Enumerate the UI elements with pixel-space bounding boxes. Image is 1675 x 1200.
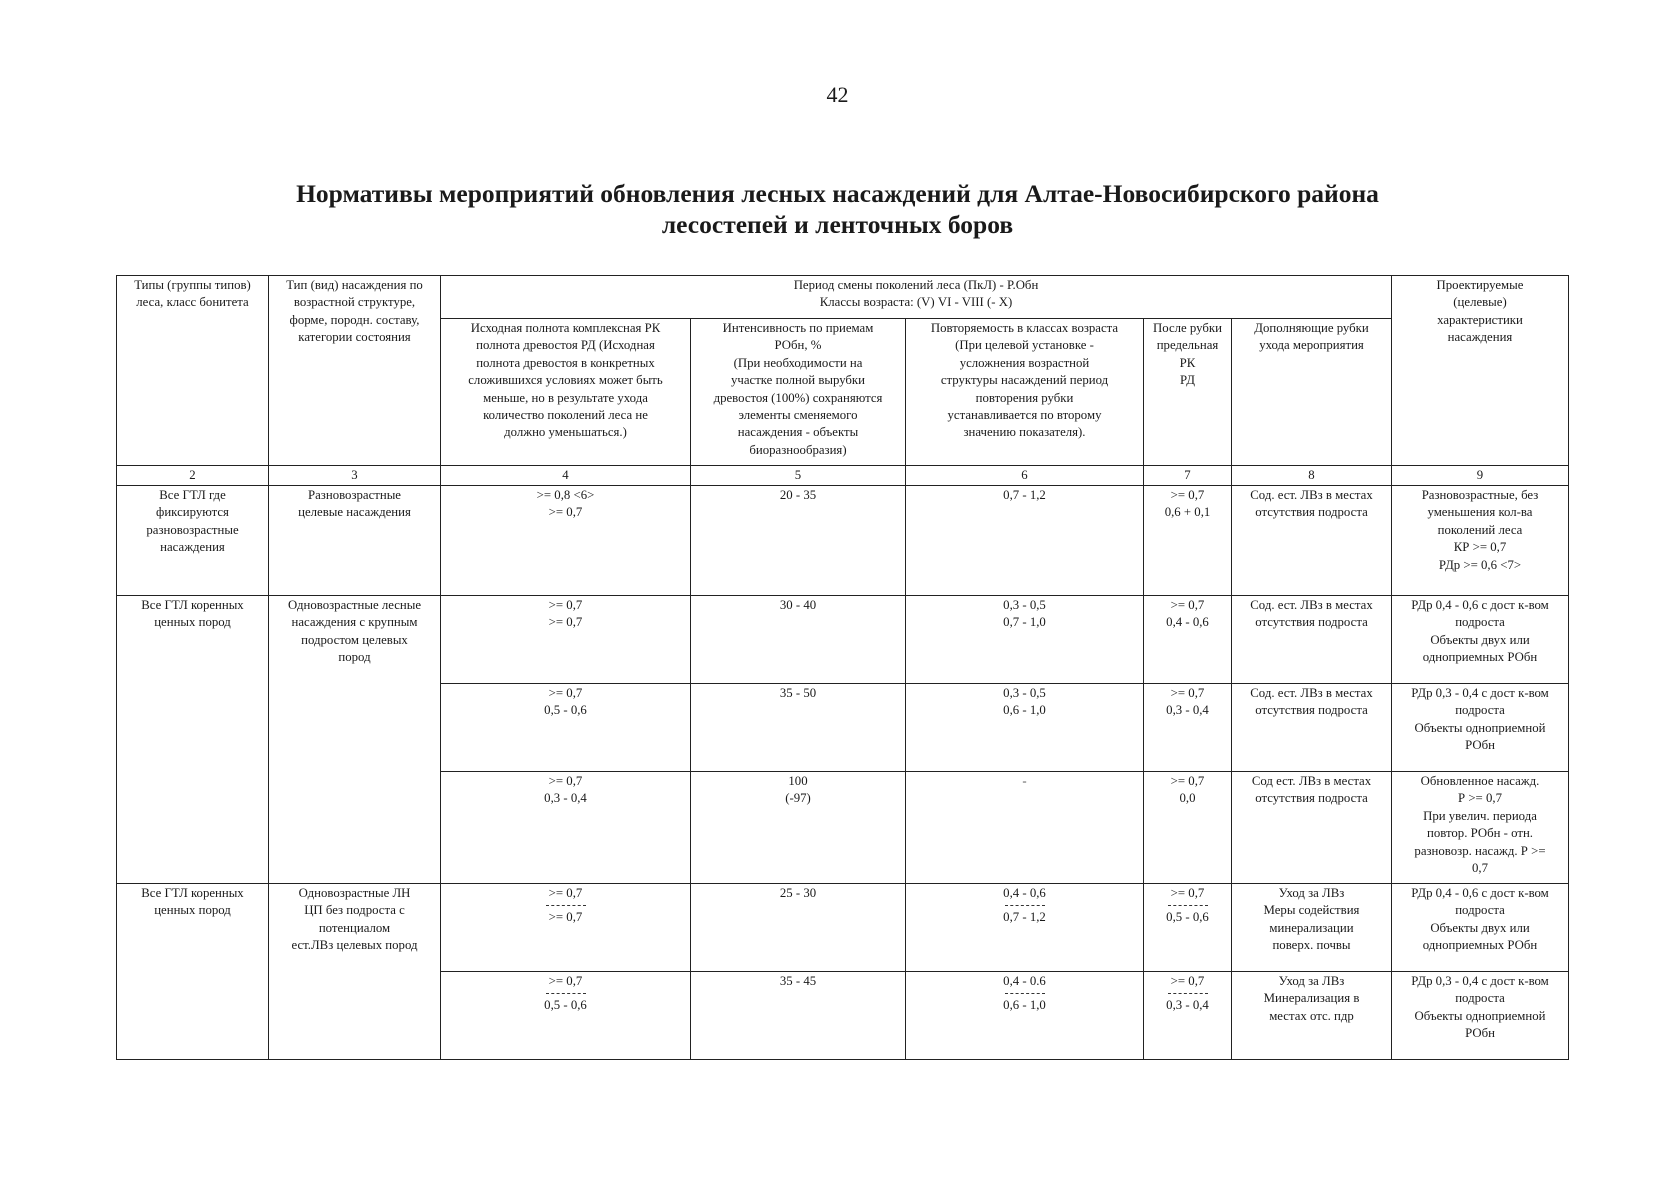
column-number: 3 xyxy=(269,466,441,486)
dashed-divider xyxy=(546,905,586,906)
dashed-divider xyxy=(1005,905,1045,906)
cell-density xyxy=(441,884,691,972)
dashed-divider xyxy=(1005,993,1045,994)
cell-intensity: 35 - 50 xyxy=(691,684,906,772)
cell-projected: РДр 0,4 - 0,6 с дост к-вом подроста Объекты двух или одноприемных РОбн xyxy=(1392,596,1569,684)
after-top: >= 0,7 xyxy=(1170,974,1205,988)
cell-intensity: 100 (-97) xyxy=(691,772,906,884)
document-title xyxy=(230,178,1445,240)
cell-density: >= 0,7 0,5 - 0,6 xyxy=(441,684,691,772)
column-number: 9 xyxy=(1392,466,1569,486)
after-bottom: 0,3 - 0,4 xyxy=(1166,998,1209,1013)
cell-after xyxy=(1144,884,1232,972)
cell-after: >= 0,7 0,4 - 0,6 xyxy=(1144,596,1232,684)
cell-additional: Сод. ест. ЛВз в местах отсутствия подроста xyxy=(1232,486,1392,596)
header-after: После рубки предельная РК РД xyxy=(1144,319,1232,466)
cell-after: >= 0,7 0,6 + 0,1 xyxy=(1144,486,1232,596)
cell-additional: Сод. ест. ЛВз в местах отсутствия подроста xyxy=(1232,596,1392,684)
dashed-divider xyxy=(1168,905,1208,906)
cell-additional: Сод ест. ЛВз в местах отсутствия подроста xyxy=(1232,772,1392,884)
cell-projected: РДр 0,3 - 0,4 с дост к-вом подроста Объекты одноприемной РОбн xyxy=(1392,972,1569,1060)
column-number: 2 xyxy=(117,466,269,486)
cell-projected: РДр 0,3 - 0,4 с дост к-вом подроста Объекты одноприемной РОбн xyxy=(1392,684,1569,772)
cell-additional: Уход за ЛВз Минерализация в местах отс. пдр xyxy=(1232,972,1392,1060)
repeat-top: 0,4 - 0,6 xyxy=(1003,886,1046,900)
cell-stand: Разновозрастные целевые насаждения xyxy=(269,486,441,596)
repeat-top: 0,4 - 0.6 xyxy=(1003,974,1046,988)
table-row xyxy=(117,596,1569,684)
cell-repeat xyxy=(906,884,1144,972)
after-top: >= 0,7 xyxy=(1170,886,1205,900)
column-number: 5 xyxy=(691,466,906,486)
header-additional: Дополняющие рубки ухода мероприятия xyxy=(1232,319,1392,466)
repeat-bottom: 0,6 - 1,0 xyxy=(1003,998,1046,1013)
cell-additional: Сод. ест. ЛВз в местах отсутствия подроста xyxy=(1232,684,1392,772)
header-projected: Проектируемые (целевые) характеристики насаждения xyxy=(1392,276,1569,466)
page-number: 42 xyxy=(826,82,849,107)
cell-intensity: 25 - 30 xyxy=(691,884,906,972)
cell-repeat: 0,3 - 0,5 0,6 - 1,0 xyxy=(906,684,1144,772)
cell-repeat: 0,3 - 0,5 0,7 - 1,0 xyxy=(906,596,1144,684)
column-numbers-row xyxy=(117,466,1569,486)
cell-repeat: - xyxy=(906,772,1144,884)
title-line-2: лесостепей и ленточных боров xyxy=(661,210,1014,239)
column-number: 4 xyxy=(441,466,691,486)
cell-after xyxy=(1144,972,1232,1060)
header-forest-types: Типы (группы типов) леса, класс бонитета xyxy=(117,276,269,466)
cell-projected: Обновленное насажд. Р >= 0,7 При увелич. периода повтор. РОбн - отн. разновозр. насажд. Р >= 0,7 xyxy=(1392,772,1569,884)
header-repeat: Повторяемость в классах возраста (При целевой установке - усложнения возрастной структуры насаждений период повторения рубки устанавливается по второму значению показателя). xyxy=(906,319,1144,466)
header-period: Период смены поколений леса (ПкЛ) - Р.Обн Классы возраста: (V) VI - VIII (- X) xyxy=(441,276,1392,319)
cell-intensity: 20 - 35 xyxy=(691,486,906,596)
column-number: 8 xyxy=(1232,466,1392,486)
cell-density: >= 0,8 <6> >= 0,7 xyxy=(441,486,691,596)
cell-repeat: 0,7 - 1,2 xyxy=(906,486,1144,596)
cell-types: Все ГТЛ коренных ценных пород xyxy=(117,596,269,884)
header-stand-type: Тип (вид) насаждения по возрастной структуре, форме, породн. составу, категории состояния xyxy=(269,276,441,466)
cell-intensity: 35 - 45 xyxy=(691,972,906,1060)
cell-after: >= 0,7 0,0 xyxy=(1144,772,1232,884)
column-number: 7 xyxy=(1144,466,1232,486)
table-row xyxy=(117,486,1569,596)
repeat-bottom: 0,7 - 1,2 xyxy=(1003,910,1046,925)
cell-after: >= 0,7 0,3 - 0,4 xyxy=(1144,684,1232,772)
cell-density: >= 0,7 0,3 - 0,4 xyxy=(441,772,691,884)
cell-types: Все ГТЛ где фиксируются разновозрастные насаждения xyxy=(117,486,269,596)
cell-stand: Одновозрастные лесные насаждения с крупным подростом целевых пород xyxy=(269,596,441,884)
cell-density xyxy=(441,972,691,1060)
density-bottom: 0,5 - 0,6 xyxy=(544,998,587,1013)
cell-projected: РДр 0,4 - 0,6 с дост к-вом подроста Объекты двух или одноприемных РОбн xyxy=(1392,884,1569,972)
cell-projected: Разновозрастные, без уменьшения кол-ва поколений леса КР >= 0,7 РДр >= 0,6 <7> xyxy=(1392,486,1569,596)
after-bottom: 0,5 - 0,6 xyxy=(1166,910,1209,925)
header-intensity: Интенсивность по приемам РОбн, % (При необходимости на участке полной вырубки древостоя (100%) сохраняются элементы сменяемого насаждения - объекты биоразнообразия) xyxy=(691,319,906,466)
table-row xyxy=(117,884,1569,972)
header-row-1 xyxy=(117,276,1569,319)
dashed-divider xyxy=(1168,993,1208,994)
cell-density: >= 0,7 >= 0,7 xyxy=(441,596,691,684)
title-line-1: Нормативы мероприятий обновления лесных насаждений для Алтае-Новосибирского района xyxy=(296,179,1379,208)
cell-types: Все ГТЛ коренных ценных пород xyxy=(117,884,269,1060)
cell-stand: Одновозрастные ЛН ЦП без подроста с потенциалом ест.ЛВз целевых пород xyxy=(269,884,441,1060)
density-bottom: >= 0,7 xyxy=(548,910,583,925)
density-top: >= 0,7 xyxy=(548,886,583,900)
density-top: >= 0,7 xyxy=(548,974,583,988)
cell-additional: Уход за ЛВз Меры содействия минерализации поверх. почвы xyxy=(1232,884,1392,972)
header-density: Исходная полнота комплексная РК полнота древостоя РД (Исходная полнота древостоя в конкретных сложившихся условиях может быть меньше, но в результате ухода количество поколений леса не должно уменьшаться.) xyxy=(441,319,691,466)
dashed-divider xyxy=(546,993,586,994)
cell-repeat xyxy=(906,972,1144,1060)
cell-intensity: 30 - 40 xyxy=(691,596,906,684)
norms-table xyxy=(116,275,1569,1060)
column-number: 6 xyxy=(906,466,1144,486)
